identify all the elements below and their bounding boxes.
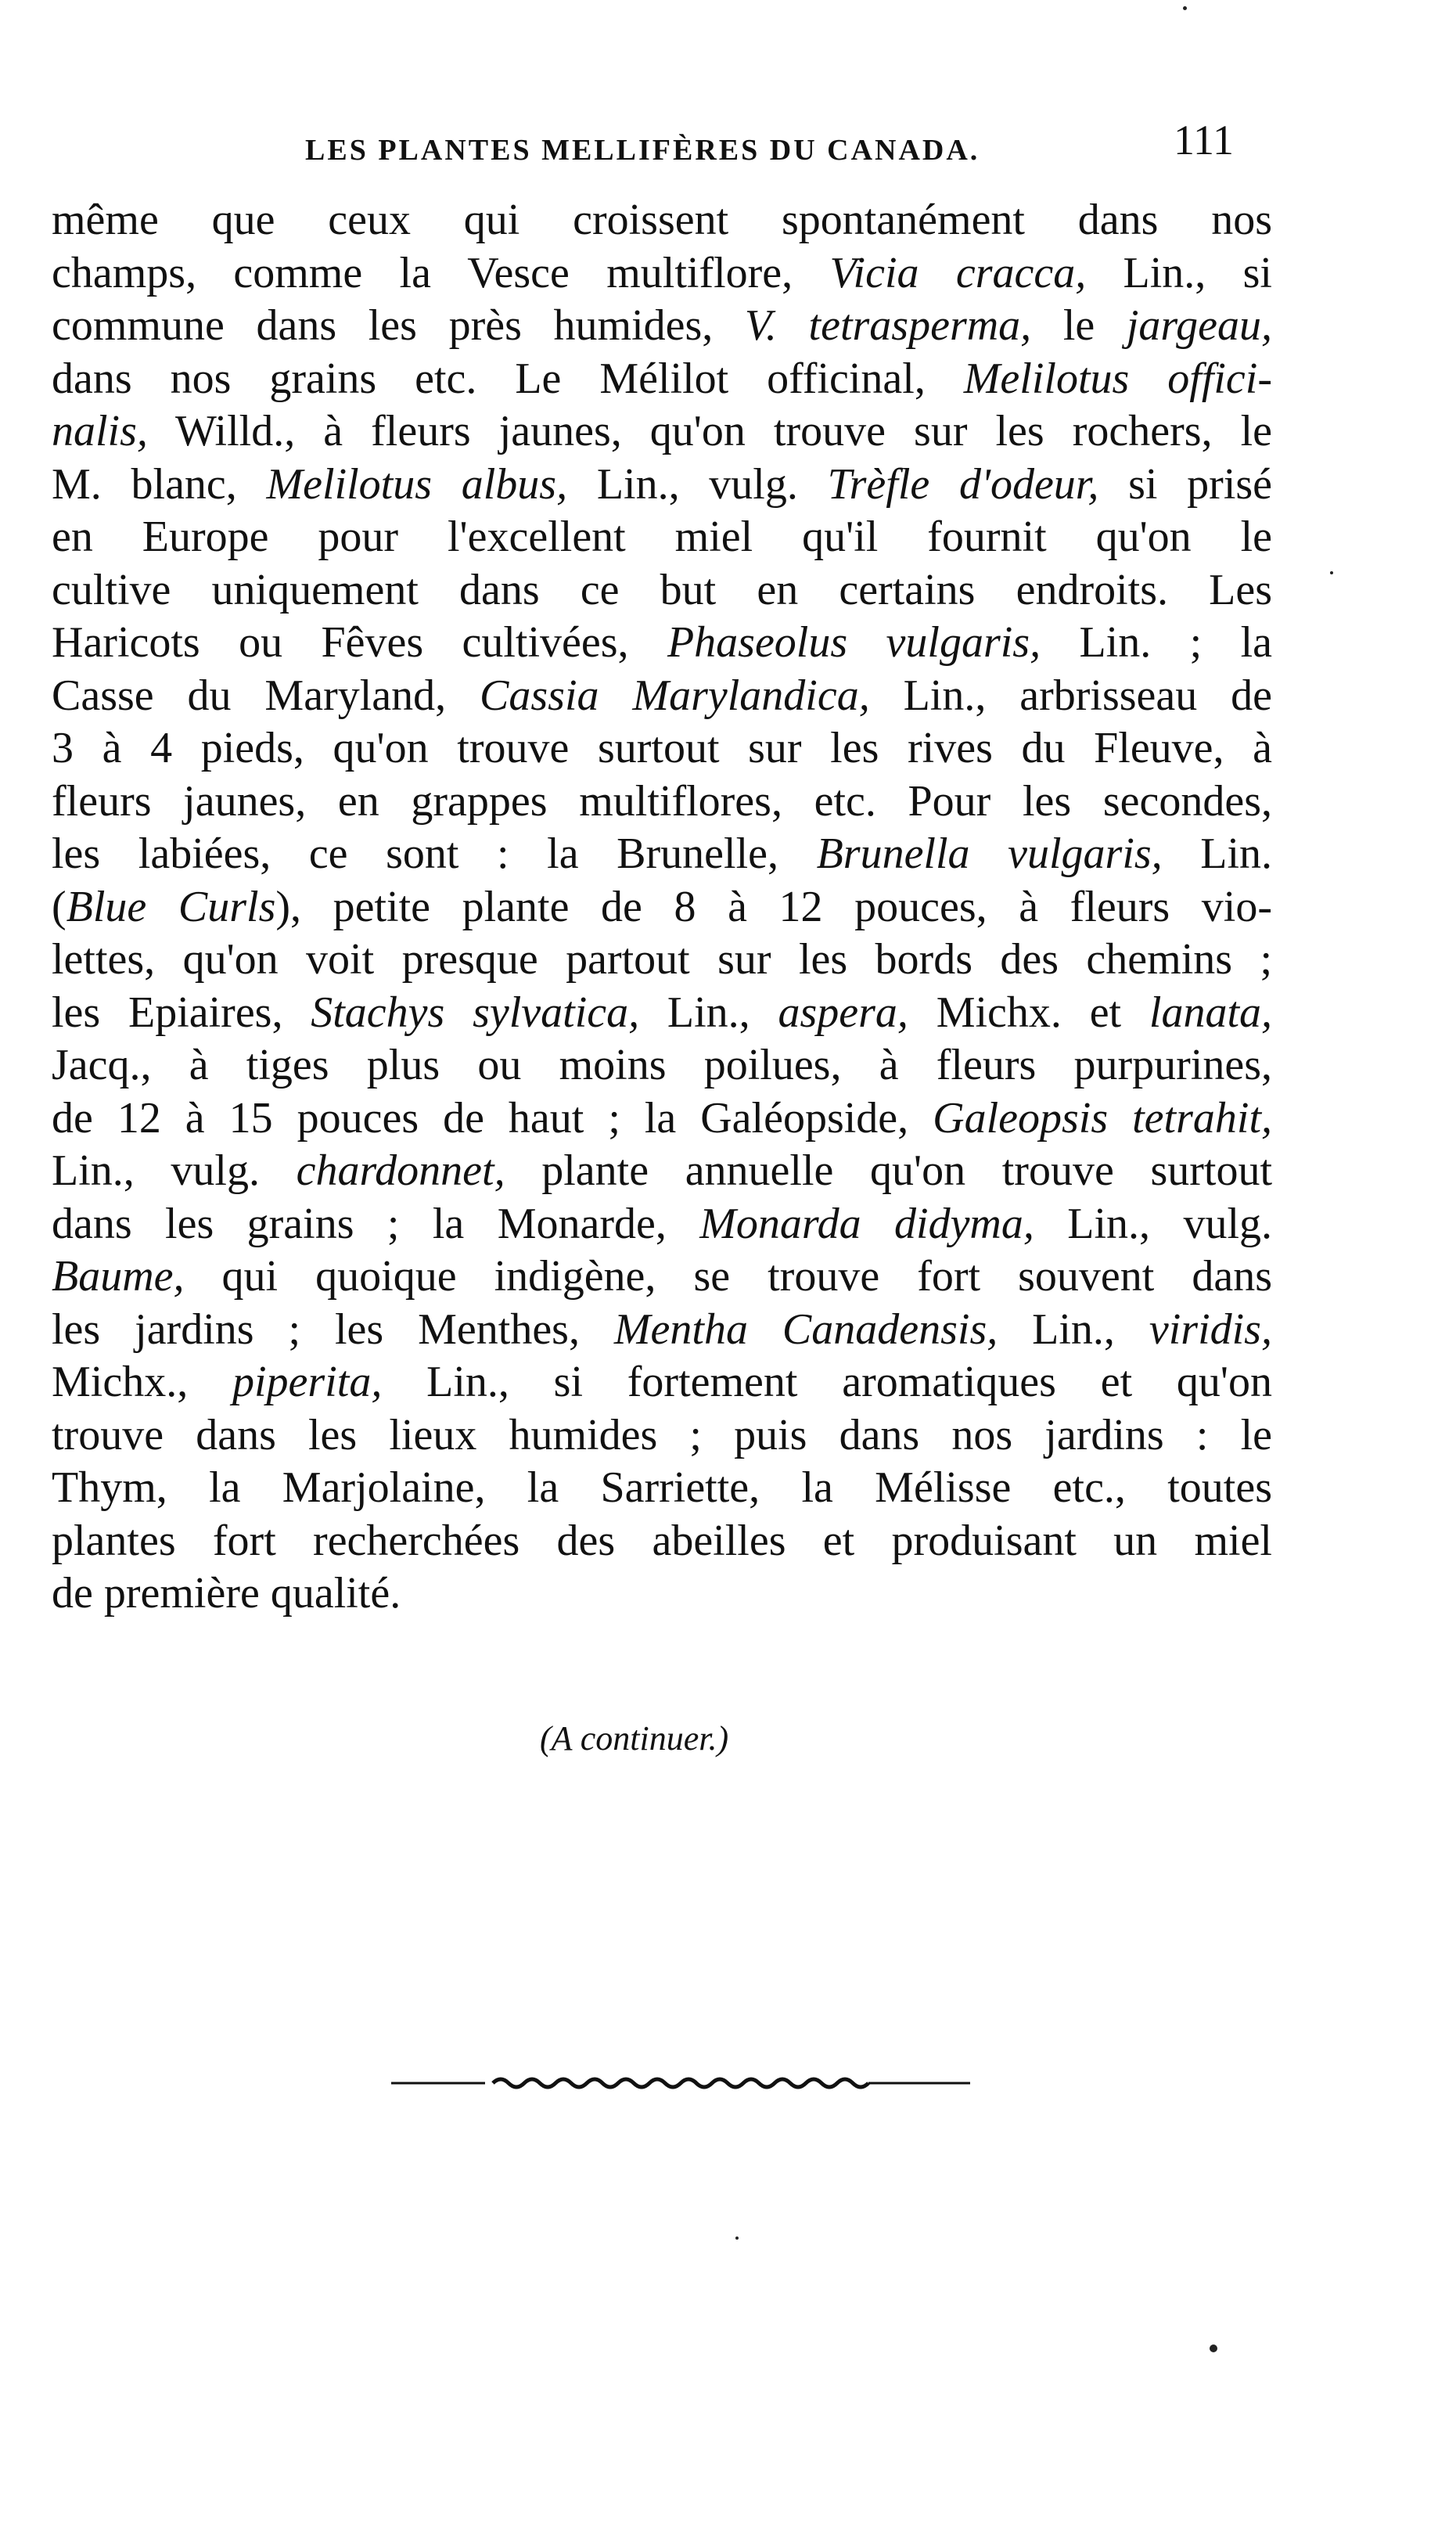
text-line: [52, 405, 1272, 459]
text-run: Michx. et: [908, 988, 1149, 1037]
italic-term: Brunella vulgaris,: [816, 829, 1163, 878]
text-run: Lin., si fortement aromatiques et qu'on: [382, 1358, 1272, 1406]
text-line: [52, 881, 1272, 934]
text-run: Lin., si: [1086, 248, 1272, 297]
text-line: [52, 300, 1272, 353]
italic-term: Monarda didyma,: [699, 1199, 1034, 1248]
running-head: LES PLANTES MELLIFÈRES DU CANADA.: [305, 134, 980, 167]
text-line: [52, 1304, 1272, 1357]
italic-term: Stachys sylvatica,: [311, 988, 640, 1037]
text-run: si prisé: [1098, 459, 1273, 509]
text-line: [52, 247, 1272, 300]
text-line: [52, 670, 1272, 723]
text-run: Casse du Maryland,: [52, 671, 480, 720]
text-run: Thym, la Marjolaine, la Sarriette, la Mélisse etc., toutes: [52, 1463, 1272, 1512]
text-run: Lin.,: [639, 988, 778, 1037]
text-line: [52, 1039, 1272, 1092]
text-run: qui quoique indigène, se trouve fort souvent dans: [184, 1252, 1272, 1301]
text-run: dans nos grains etc. Le Mélilot officinal,: [52, 354, 964, 403]
text-line: [52, 1462, 1272, 1515]
continuation-note: (A continuer.): [540, 1719, 729, 1758]
text-run: Lin., vulg.: [567, 459, 828, 509]
text-line: [52, 194, 1272, 247]
text-run: ), petite plante de 8 à 12 pouces, à fleurs vio-: [275, 882, 1272, 931]
text-run: trouve dans les lieux humides ; puis dans nos jardins : le: [52, 1410, 1272, 1459]
italic-term: lanata,: [1149, 988, 1273, 1037]
text-run: les Epiaires,: [52, 988, 311, 1037]
text-line: [52, 617, 1272, 670]
italic-term: nalis,: [52, 407, 148, 455]
text-run: Lin. ; la: [1041, 618, 1272, 667]
italic-term: Mentha Canadensis,: [613, 1304, 998, 1354]
italic-term: Trèfle d'odeur,: [827, 459, 1099, 509]
text-run: Lin., arbrisseau de: [869, 671, 1272, 720]
text-line: [52, 722, 1272, 775]
italic-term: viridis,: [1149, 1304, 1272, 1354]
text-line: [52, 1092, 1272, 1146]
italic-term: Vicia cracca,: [829, 248, 1087, 297]
text-run: les labiées, ce sont : la Brunelle,: [52, 829, 817, 878]
text-line: [52, 511, 1272, 564]
text-line: [52, 1409, 1272, 1463]
text-run: Lin., vulg.: [1034, 1199, 1273, 1248]
text-line: [52, 934, 1272, 987]
text-run: fleurs jaunes, en grappes multiflores, etc. Pour les secondes,: [52, 776, 1272, 826]
text-line: [52, 828, 1272, 881]
italic-term: Melilotus albus,: [266, 459, 568, 509]
italic-term: aspera,: [778, 988, 908, 1037]
text-run: en Europe pour l'excellent miel qu'il fournit qu'on le: [52, 513, 1272, 561]
ornament-flourish: [493, 2079, 868, 2087]
text-run: de première qualité.: [52, 1569, 401, 1618]
text-run: plantes fort recherchées des abeilles et produisant un miel: [52, 1516, 1272, 1565]
text-line: [52, 1198, 1272, 1251]
italic-term: V. tetrasperma,: [744, 301, 1032, 350]
text-run: Michx.,: [52, 1358, 232, 1406]
scan-speck: [1210, 2344, 1217, 2352]
text-run: Lin., vulg.: [52, 1146, 297, 1195]
text-line: [52, 459, 1272, 512]
text-run: Lin.,: [998, 1304, 1149, 1354]
text-run: commune dans les près humides,: [52, 301, 745, 350]
text-run: 3 à 4 pieds, qu'on trouve surtout sur les rives du Fleuve, à: [52, 724, 1272, 772]
text-line: [52, 1145, 1272, 1198]
text-line: [52, 1251, 1272, 1304]
text-run: champs, comme la Vesce multiflore,: [52, 248, 830, 297]
text-run: dans les grains ; la Monarde,: [52, 1199, 700, 1248]
italic-term: Blue Curls: [66, 882, 276, 931]
italic-term: Galeopsis tetrahit,: [933, 1093, 1272, 1143]
text-run: (: [52, 882, 67, 931]
body-paragraph: [52, 194, 1272, 1621]
text-run: Jacq., à tiges plus ou moins poilues, à fleurs purpurines,: [52, 1041, 1272, 1089]
text-run: Willd., à fleurs jaunes, qu'on trouve sur les rochers, le: [147, 407, 1272, 455]
text-line: [52, 775, 1272, 829]
italic-term: Melilotus offici-: [963, 354, 1272, 403]
italic-term: Baume,: [52, 1252, 185, 1301]
text-line: [52, 1515, 1272, 1568]
italic-term: Cassia Marylandica,: [480, 671, 870, 720]
text-run: M. blanc,: [52, 459, 267, 509]
text-run: plante annuelle qu'on trouve surtout: [505, 1146, 1272, 1195]
scan-speck: [735, 2237, 739, 2240]
text-line: [52, 1356, 1272, 1409]
text-run: les jardins ; les Menthes,: [52, 1304, 614, 1354]
text-run: Haricots ou Fêves cultivées,: [52, 618, 667, 667]
text-run: le: [1031, 301, 1127, 350]
italic-term: jargeau,: [1126, 301, 1273, 350]
text-run: lettes, qu'on voit presque partout sur les bords des chemins ;: [52, 935, 1272, 984]
text-run: Lin.: [1162, 829, 1273, 878]
text-line: [52, 353, 1272, 406]
scan-speck: [1183, 6, 1187, 10]
italic-term: Phaseolus vulgaris,: [667, 618, 1041, 667]
page-number: 111: [1174, 117, 1234, 164]
text-line: [52, 1567, 1272, 1621]
text-line: [52, 987, 1272, 1040]
italic-term: chardonnet,: [296, 1146, 505, 1195]
italic-term: piperita,: [232, 1358, 383, 1406]
text-run: de 12 à 15 pouces de haut ; la Galéopside,: [52, 1093, 933, 1143]
text-run: même que ceux qui croissent spontanément dans nos: [52, 196, 1272, 244]
text-run: cultive uniquement dans ce but en certains endroits. Les: [52, 565, 1272, 614]
text-line: [52, 564, 1272, 617]
scan-speck: [1330, 571, 1333, 574]
ornamental-rule: [391, 2066, 970, 2097]
